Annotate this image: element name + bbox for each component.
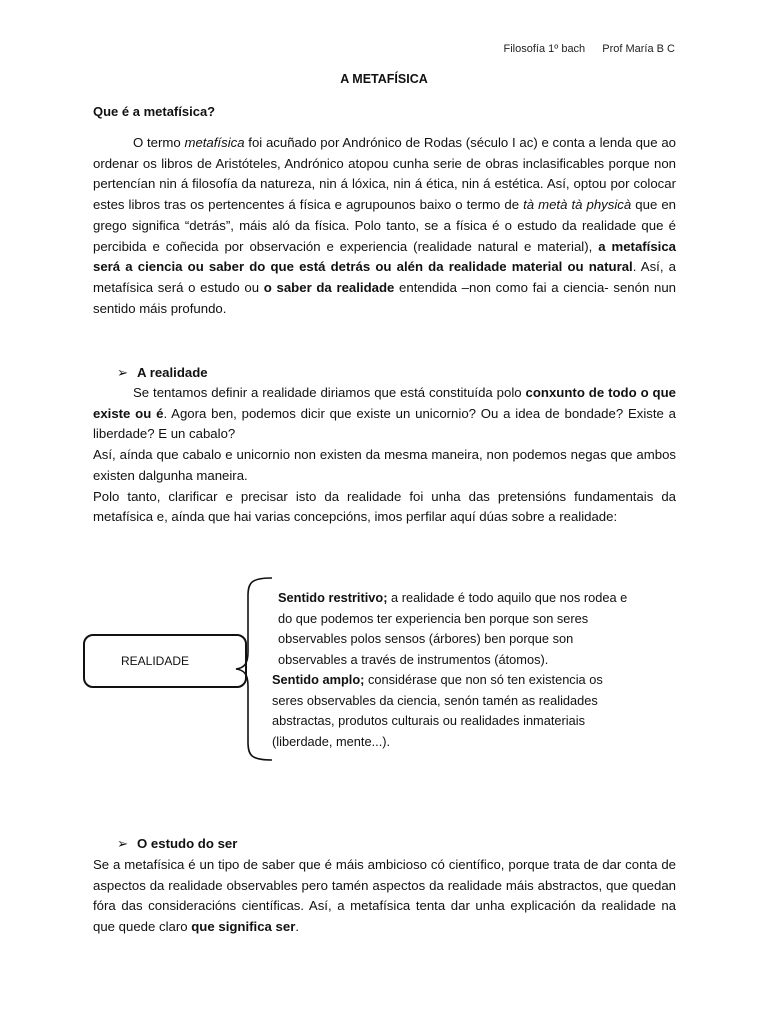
curly-brace-icon xyxy=(234,574,274,764)
reality-paragraph-2: Así, aínda que cabalo e unicornio non existen da mesma maneira, non podemos negas que ambos existen dalgunha maneira. xyxy=(93,447,676,483)
section-heading-being: ➢ O estudo do ser xyxy=(117,836,238,851)
section-heading-metaphysics: Que é a metafísica? xyxy=(93,104,216,119)
header-course: Filosofía 1º bach xyxy=(503,43,586,55)
reality-paragraph-3: Polo tanto, clarificar e precisar isto da realidade foi unha das pretensións fundamentais da metafísica e, aínda que hai varias concepcións, imos perfilar aquí dúas sobre a realidade: xyxy=(93,488,676,525)
page-header xyxy=(504,43,676,55)
arrow-bullet-icon: ➢ xyxy=(117,836,129,851)
header-teacher: Prof María B C xyxy=(602,43,675,55)
section-heading-reality: ➢ A realidade xyxy=(117,365,208,380)
being-paragraph: Se a metafísica é un tipo de saber que é máis ambicioso có científico, porque trata de dar conta de aspectos da realidade observables pero tamén aspectos da realidade máis abstractos, que quedan fóra das consideracións científicas. Así, a metafísica tenta dar unha explicación da realidade na que quede claro que significa ser. xyxy=(93,857,676,935)
intro-paragraph: O termo metafísica foi acuñado por Andrónico de Rodas (século I ac) e conta a lenda que ao ordenar os libros de Aristóteles, Andrónico atopou cunha serie de obras inclasificables porque non pertencían nin á filosofía da natureza, nin á lóxica, nin á ética, nin á estética. Así, optou por colocar estes libros tras os pertencentes á física e agrupounos baixo o termo de tà metà tà physicà que en grego significa “detrás”, máis aló da física. Polo tanto, se a física é o estudo da realidade que é percibida e coñecida por observación e experiencia (realidade natural e material), a metafísica será a ciencia ou saber do que está detrás ou alén da realidade material ou natural. Así, a metafísica será o estudo ou o saber da realidade entendida –non como fai a ciencia- senón nun sentido máis profundo. xyxy=(93,135,677,316)
reality-paragraphs: Se tentamos definir a realidade diriamos que está constituída polo conxunto de todo o que existe ou é. Agora ben, podemos dicir que existe un unicornio? Ou a idea de bondade? Existe a liberdade? E un cabalo? Así, aínda que cabalo e unicornio non existen da mesma maneira, non podemos negas que ambos existen dalgunha maneira. Polo tanto, clarificar e precisar isto da realidade foi unha das pretensións fundamentais da metafísica e, aínda que hai varias concepcións, imos perfilar aquí dúas sobre a realidade: xyxy=(93,383,676,528)
document-title: A METAFÍSICA xyxy=(340,72,428,86)
arrow-bullet-icon: ➢ xyxy=(117,365,129,380)
realidade-box: REALIDADE xyxy=(83,634,247,688)
reality-senses-text: Sentido restritivo; a realidade é todo aquilo que nos rodea e do que podemos ter experiencia ben porque son seres observables polos sensos (árbores) ben porque son observables a través de instrumentos (átomos). Sentido amplo; considérase que non só ten existencia os seres observables da ciencia, senón tamén as realidades abstractas, produtos culturais ou realidades inmateriais (liberdade, mente...). xyxy=(272,590,628,749)
